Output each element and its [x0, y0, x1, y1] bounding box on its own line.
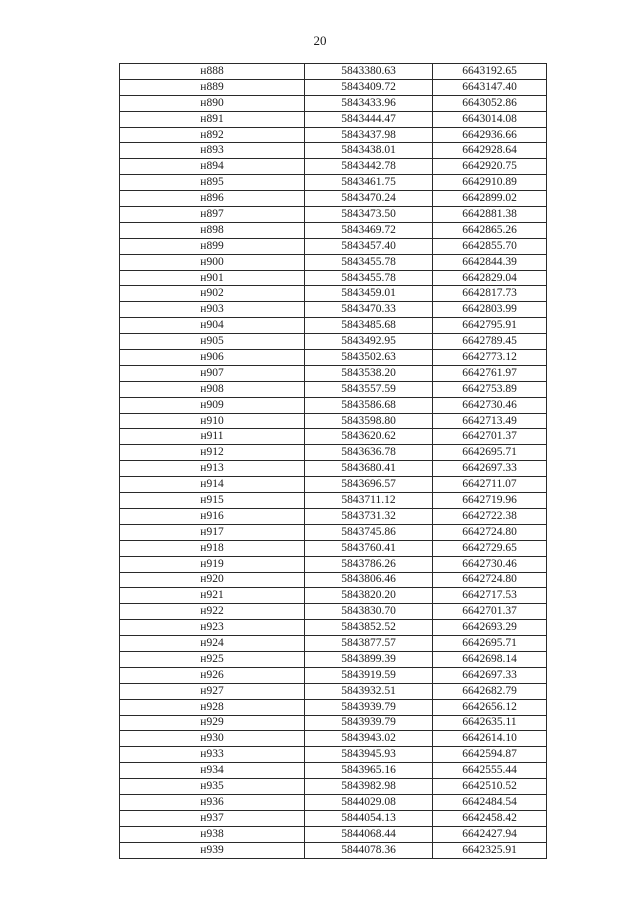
y-coordinate-cell: 6642795.91 [433, 318, 547, 334]
y-coordinate-cell: 6642594.87 [433, 747, 547, 763]
x-coordinate-cell: 5843492.95 [305, 334, 433, 350]
x-coordinate-cell: 5843939.79 [305, 699, 433, 715]
table-row [120, 238, 547, 254]
table-row [120, 64, 547, 80]
table-row [120, 493, 547, 509]
y-coordinate-cell: 6642698.14 [433, 651, 547, 667]
point-name-cell: н891 [120, 111, 305, 127]
table-row [120, 636, 547, 652]
y-coordinate-cell: 6642458.42 [433, 810, 547, 826]
x-coordinate-cell: 5843461.75 [305, 175, 433, 191]
point-name-cell: н911 [120, 429, 305, 445]
point-name-cell: н938 [120, 826, 305, 842]
point-name-cell: н912 [120, 445, 305, 461]
table-row [120, 699, 547, 715]
table-row [120, 588, 547, 604]
point-name-cell: н890 [120, 95, 305, 111]
y-coordinate-cell: 6642510.52 [433, 779, 547, 795]
table-row [120, 445, 547, 461]
point-name-cell: н925 [120, 651, 305, 667]
point-name-cell: н919 [120, 556, 305, 572]
y-coordinate-cell: 6642325.91 [433, 842, 547, 858]
coordinates-table [119, 63, 547, 859]
table-row [120, 175, 547, 191]
x-coordinate-cell: 5843806.46 [305, 572, 433, 588]
table-row [120, 524, 547, 540]
y-coordinate-cell: 6642817.73 [433, 286, 547, 302]
table-row [120, 127, 547, 143]
point-name-cell: н895 [120, 175, 305, 191]
x-coordinate-cell: 5843457.40 [305, 238, 433, 254]
table-row [120, 79, 547, 95]
table-row [120, 397, 547, 413]
table-row [120, 365, 547, 381]
point-name-cell: н916 [120, 508, 305, 524]
point-name-cell: н928 [120, 699, 305, 715]
x-coordinate-cell: 5843442.78 [305, 159, 433, 175]
point-name-cell: н897 [120, 207, 305, 223]
table-row [120, 715, 547, 731]
point-name-cell: н900 [120, 254, 305, 270]
x-coordinate-cell: 5843455.78 [305, 254, 433, 270]
y-coordinate-cell: 6642881.38 [433, 207, 547, 223]
y-coordinate-cell: 6642724.80 [433, 524, 547, 540]
y-coordinate-cell: 6642773.12 [433, 350, 547, 366]
y-coordinate-cell: 6643147.40 [433, 79, 547, 95]
table-row [120, 286, 547, 302]
y-coordinate-cell: 6642695.71 [433, 636, 547, 652]
x-coordinate-cell: 5843438.01 [305, 143, 433, 159]
point-name-cell: н907 [120, 365, 305, 381]
point-name-cell: н927 [120, 683, 305, 699]
table-row [120, 350, 547, 366]
table-row [120, 318, 547, 334]
table-row [120, 810, 547, 826]
x-coordinate-cell: 5843696.57 [305, 477, 433, 493]
y-coordinate-cell: 6642719.96 [433, 493, 547, 509]
y-coordinate-cell: 6642910.89 [433, 175, 547, 191]
x-coordinate-cell: 5843830.70 [305, 604, 433, 620]
x-coordinate-cell: 5843852.52 [305, 620, 433, 636]
y-coordinate-cell: 6642729.65 [433, 540, 547, 556]
point-name-cell: н934 [120, 763, 305, 779]
x-coordinate-cell: 5843502.63 [305, 350, 433, 366]
point-name-cell: н923 [120, 620, 305, 636]
table-row [120, 477, 547, 493]
table-row [120, 381, 547, 397]
table-row [120, 461, 547, 477]
point-name-cell: н888 [120, 64, 305, 80]
table-row [120, 731, 547, 747]
x-coordinate-cell: 5844078.36 [305, 842, 433, 858]
coordinates-table-body [120, 64, 547, 859]
y-coordinate-cell: 6642697.33 [433, 667, 547, 683]
x-coordinate-cell: 5843982.98 [305, 779, 433, 795]
x-coordinate-cell: 5843877.57 [305, 636, 433, 652]
table-row [120, 270, 547, 286]
y-coordinate-cell: 6642695.71 [433, 445, 547, 461]
x-coordinate-cell: 5844068.44 [305, 826, 433, 842]
x-coordinate-cell: 5843380.63 [305, 64, 433, 80]
point-name-cell: н893 [120, 143, 305, 159]
x-coordinate-cell: 5843557.59 [305, 381, 433, 397]
x-coordinate-cell: 5843731.32 [305, 508, 433, 524]
y-coordinate-cell: 6642555.44 [433, 763, 547, 779]
table-row [120, 763, 547, 779]
y-coordinate-cell: 6642656.12 [433, 699, 547, 715]
y-coordinate-cell: 6642829.04 [433, 270, 547, 286]
x-coordinate-cell: 5843437.98 [305, 127, 433, 143]
point-name-cell: н899 [120, 238, 305, 254]
x-coordinate-cell: 5843680.41 [305, 461, 433, 477]
point-name-cell: н902 [120, 286, 305, 302]
x-coordinate-cell: 5843586.68 [305, 397, 433, 413]
point-name-cell: н894 [120, 159, 305, 175]
table-row [120, 667, 547, 683]
x-coordinate-cell: 5843932.51 [305, 683, 433, 699]
x-coordinate-cell: 5843786.26 [305, 556, 433, 572]
x-coordinate-cell: 5843469.72 [305, 222, 433, 238]
x-coordinate-cell: 5843444.47 [305, 111, 433, 127]
table-row [120, 302, 547, 318]
table-row [120, 254, 547, 270]
y-coordinate-cell: 6642928.64 [433, 143, 547, 159]
table-row [120, 747, 547, 763]
y-coordinate-cell: 6643052.86 [433, 95, 547, 111]
y-coordinate-cell: 6642753.89 [433, 381, 547, 397]
x-coordinate-cell: 5843620.62 [305, 429, 433, 445]
y-coordinate-cell: 6642789.45 [433, 334, 547, 350]
x-coordinate-cell: 5843945.93 [305, 747, 433, 763]
point-name-cell: н933 [120, 747, 305, 763]
y-coordinate-cell: 6642730.46 [433, 556, 547, 572]
point-name-cell: н924 [120, 636, 305, 652]
x-coordinate-cell: 5843473.50 [305, 207, 433, 223]
x-coordinate-cell: 5843745.86 [305, 524, 433, 540]
table-row [120, 111, 547, 127]
table-row [120, 95, 547, 111]
table-row [120, 222, 547, 238]
point-name-cell: н921 [120, 588, 305, 604]
point-name-cell: н908 [120, 381, 305, 397]
x-coordinate-cell: 5843538.20 [305, 365, 433, 381]
point-name-cell: н939 [120, 842, 305, 858]
x-coordinate-cell: 5843899.39 [305, 651, 433, 667]
x-coordinate-cell: 5843485.68 [305, 318, 433, 334]
point-name-cell: н904 [120, 318, 305, 334]
point-name-cell: н922 [120, 604, 305, 620]
table-row [120, 683, 547, 699]
x-coordinate-cell: 5843939.79 [305, 715, 433, 731]
table-row [120, 191, 547, 207]
y-coordinate-cell: 6642730.46 [433, 397, 547, 413]
x-coordinate-cell: 5843455.78 [305, 270, 433, 286]
y-coordinate-cell: 6642693.29 [433, 620, 547, 636]
y-coordinate-cell: 6642936.66 [433, 127, 547, 143]
point-name-cell: н917 [120, 524, 305, 540]
table-row [120, 207, 547, 223]
x-coordinate-cell: 5843919.59 [305, 667, 433, 683]
table-row [120, 651, 547, 667]
point-name-cell: н909 [120, 397, 305, 413]
point-name-cell: н901 [120, 270, 305, 286]
point-name-cell: н930 [120, 731, 305, 747]
point-name-cell: н896 [120, 191, 305, 207]
y-coordinate-cell: 6642635.11 [433, 715, 547, 731]
y-coordinate-cell: 6642711.07 [433, 477, 547, 493]
y-coordinate-cell: 6642722.38 [433, 508, 547, 524]
y-coordinate-cell: 6642761.97 [433, 365, 547, 381]
y-coordinate-cell: 6642713.49 [433, 413, 547, 429]
point-name-cell: н906 [120, 350, 305, 366]
y-coordinate-cell: 6642899.02 [433, 191, 547, 207]
point-name-cell: н892 [120, 127, 305, 143]
y-coordinate-cell: 6642855.70 [433, 238, 547, 254]
y-coordinate-cell: 6642697.33 [433, 461, 547, 477]
table-row [120, 842, 547, 858]
y-coordinate-cell: 6643014.08 [433, 111, 547, 127]
x-coordinate-cell: 5843965.16 [305, 763, 433, 779]
point-name-cell: н903 [120, 302, 305, 318]
x-coordinate-cell: 5843433.96 [305, 95, 433, 111]
point-name-cell: н920 [120, 572, 305, 588]
table-row [120, 429, 547, 445]
point-name-cell: н913 [120, 461, 305, 477]
y-coordinate-cell: 6642682.79 [433, 683, 547, 699]
y-coordinate-cell: 6642724.80 [433, 572, 547, 588]
y-coordinate-cell: 6642701.37 [433, 604, 547, 620]
table-row [120, 556, 547, 572]
x-coordinate-cell: 5843470.33 [305, 302, 433, 318]
point-name-cell: н918 [120, 540, 305, 556]
table-row [120, 540, 547, 556]
y-coordinate-cell: 6642865.26 [433, 222, 547, 238]
y-coordinate-cell: 6642844.39 [433, 254, 547, 270]
x-coordinate-cell: 5843760.41 [305, 540, 433, 556]
table-row [120, 779, 547, 795]
x-coordinate-cell: 5843470.24 [305, 191, 433, 207]
y-coordinate-cell: 6642427.94 [433, 826, 547, 842]
x-coordinate-cell: 5843598.80 [305, 413, 433, 429]
x-coordinate-cell: 5843409.72 [305, 79, 433, 95]
x-coordinate-cell: 5844029.08 [305, 794, 433, 810]
table-row [120, 572, 547, 588]
point-name-cell: н936 [120, 794, 305, 810]
point-name-cell: н937 [120, 810, 305, 826]
x-coordinate-cell: 5843459.01 [305, 286, 433, 302]
point-name-cell: н926 [120, 667, 305, 683]
point-name-cell: н935 [120, 779, 305, 795]
x-coordinate-cell: 5844054.13 [305, 810, 433, 826]
table-row [120, 413, 547, 429]
point-name-cell: н929 [120, 715, 305, 731]
y-coordinate-cell: 6643192.65 [433, 64, 547, 80]
x-coordinate-cell: 5843636.78 [305, 445, 433, 461]
x-coordinate-cell: 5843943.02 [305, 731, 433, 747]
table-row [120, 334, 547, 350]
table-row [120, 508, 547, 524]
y-coordinate-cell: 6642701.37 [433, 429, 547, 445]
x-coordinate-cell: 5843711.12 [305, 493, 433, 509]
point-name-cell: н914 [120, 477, 305, 493]
point-name-cell: н905 [120, 334, 305, 350]
point-name-cell: н889 [120, 79, 305, 95]
page-number: 20 [313, 33, 327, 48]
y-coordinate-cell: 6642614.10 [433, 731, 547, 747]
table-row [120, 159, 547, 175]
y-coordinate-cell: 6642717.53 [433, 588, 547, 604]
y-coordinate-cell: 6642920.75 [433, 159, 547, 175]
table-row [120, 604, 547, 620]
y-coordinate-cell: 6642484.54 [433, 794, 547, 810]
point-name-cell: н898 [120, 222, 305, 238]
y-coordinate-cell: 6642803.99 [433, 302, 547, 318]
x-coordinate-cell: 5843820.20 [305, 588, 433, 604]
table-row [120, 794, 547, 810]
table-row [120, 826, 547, 842]
point-name-cell: н910 [120, 413, 305, 429]
table-row [120, 143, 547, 159]
table-row [120, 620, 547, 636]
point-name-cell: н915 [120, 493, 305, 509]
